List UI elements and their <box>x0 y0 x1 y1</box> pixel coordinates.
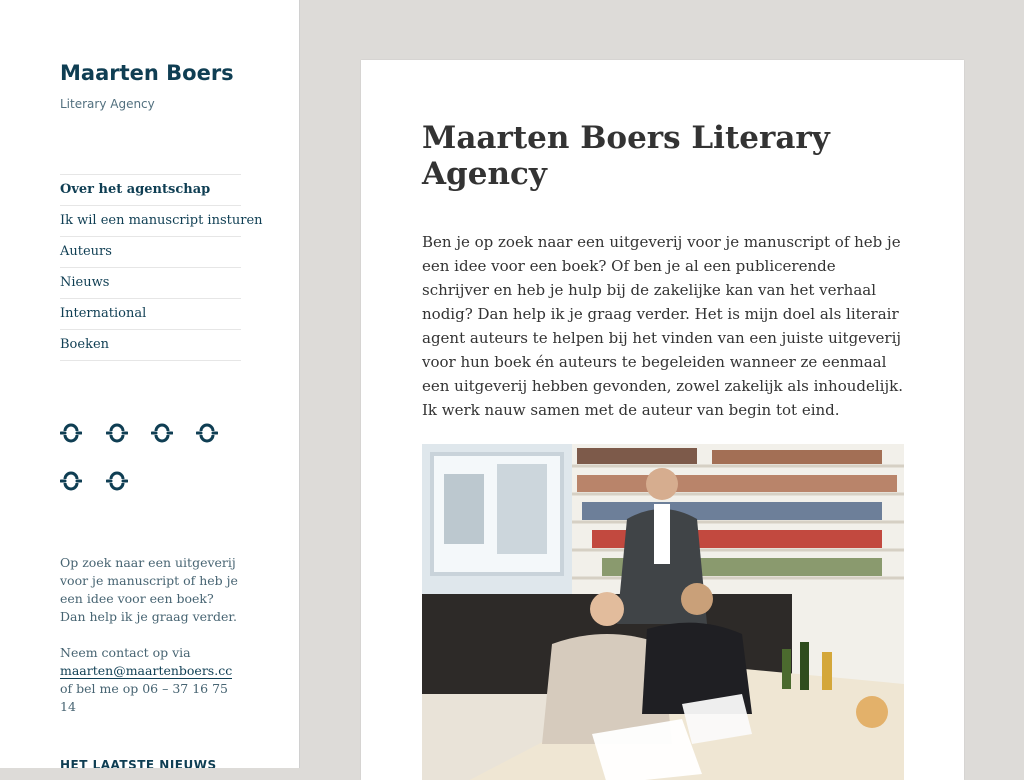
menu-item-label[interactable]: Nieuws <box>60 275 110 290</box>
link-icon[interactable] <box>60 422 82 444</box>
sidebar-text-widget <box>60 554 240 734</box>
contact-suffix: of bel me op 06 – 37 16 75 14 <box>60 681 228 714</box>
article-photo <box>422 444 904 780</box>
page-title: Maarten Boers Literary Agency <box>422 120 830 192</box>
link-icon[interactable] <box>196 422 218 444</box>
menu-item-nieuws[interactable] <box>60 268 241 299</box>
link-icon[interactable] <box>151 422 173 444</box>
menu-item-international[interactable] <box>60 299 241 330</box>
menu-item-label[interactable]: Ik wil een manuscript insturen <box>60 213 263 228</box>
email-link[interactable]: maarten@maartenboers.cc <box>60 663 233 678</box>
menu-item-auteurs[interactable] <box>60 237 241 268</box>
site-description: Literary Agency <box>60 97 155 111</box>
article <box>361 60 964 780</box>
menu-item-label[interactable]: Auteurs <box>60 244 112 259</box>
widget-intro: Op zoek naar een uitgeverij voor je manuscript of heb je een idee voor een boek? Dan help ik je graag verder. <box>60 555 238 624</box>
menu-item-over-het-agentschap[interactable] <box>60 175 241 206</box>
menu-item-boeken[interactable] <box>60 330 241 361</box>
menu-item-label[interactable]: Over het agentschap <box>60 182 211 197</box>
link-icon[interactable] <box>60 470 82 492</box>
widget-contact <box>60 644 240 716</box>
office-photo-illustration <box>422 444 904 780</box>
article-body: Ben je op zoek naar een uitgeverij voor je manuscript of heb je een idee voor een boek? Of ben je al een publicerende schrijver en heb je hulp bij de zakelijke kan van het verhaal nodig? Dan help ik je graag verder. Het is mijn doel als literair agent auteurs te helpen bij het vinden van een juiste uitgeverij voor hun boek én auteurs te begeleiden wanneer ze eenmaal een uitgeverij hebben gevonden, zowel zakelijk als inhoudelijk. Ik werk nauw samen met de auteur van begin tot eind. <box>422 233 903 419</box>
site-title[interactable]: Maarten Boers <box>60 61 234 85</box>
menu-item-manuscript-insturen[interactable] <box>60 206 263 237</box>
menu-item-label[interactable]: International <box>60 306 147 321</box>
news-widget-title: HET LAATSTE NIEUWS <box>60 758 217 768</box>
sidebar <box>0 0 300 768</box>
menu-item-label[interactable]: Boeken <box>60 337 110 352</box>
contact-prefix: Neem contact op via <box>60 645 191 660</box>
main-menu <box>60 174 263 361</box>
link-icon[interactable] <box>106 422 128 444</box>
link-icon[interactable] <box>106 470 128 492</box>
